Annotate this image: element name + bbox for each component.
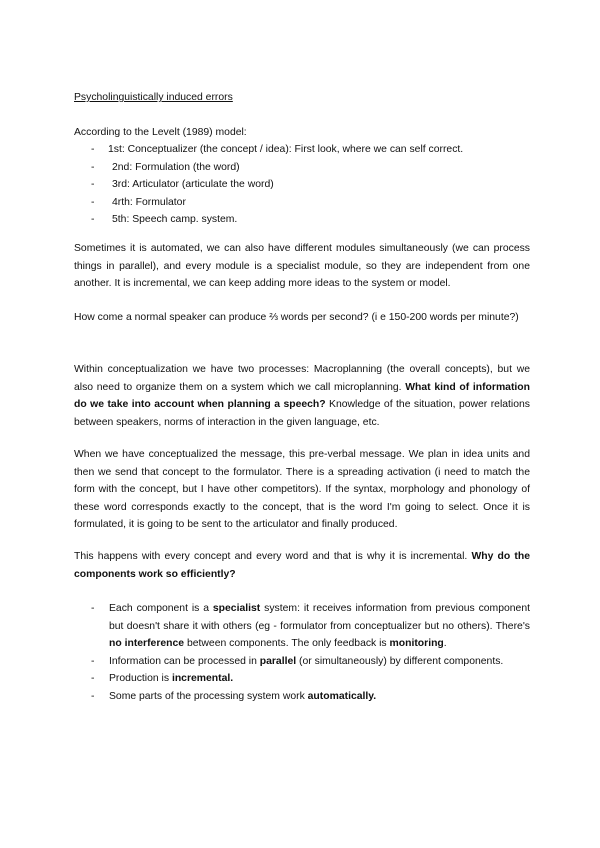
list-item xyxy=(74,670,530,688)
list-item-text: 3rd: Articulator (articulate the word) xyxy=(112,179,274,191)
paragraph-speech-rate: How come a normal speaker can produce ⅔ words per second? (i e 150-200 words per minute?) xyxy=(74,312,519,323)
list-item-text: between components. The only feedback is xyxy=(184,638,390,650)
bullet-dash: - xyxy=(91,196,95,208)
list-item-text: . xyxy=(443,638,447,650)
bullet-dash: - xyxy=(91,690,95,702)
paragraph-conceptualization xyxy=(74,361,530,431)
bold-term: incremental. xyxy=(171,673,234,685)
list-item xyxy=(74,688,530,706)
bullet-dash: - xyxy=(91,603,95,614)
bold-question: What kind of information do we take into account when planning a speech? xyxy=(74,381,530,411)
list-item-text: Each component is a xyxy=(109,603,213,614)
bold-term: parallel xyxy=(259,655,297,667)
list-item-text: (or simultaneously) by different components. xyxy=(296,655,504,667)
list-item-text: 2nd: Formulation (the word) xyxy=(112,161,240,173)
list-item-text: 4rth: Formulator xyxy=(112,196,186,208)
bullet-dash: - xyxy=(91,144,95,155)
paragraph-text: Knowledge of the situation, power relations between speakers, norms of interaction in the given language, etc. xyxy=(74,399,530,428)
list-item-text: 1st: Conceptualizer (the concept / idea): First look, where we can self correct. xyxy=(108,144,464,155)
paragraph-incremental xyxy=(74,548,530,583)
paragraph-text: This happens with every concept and every word and that is why it is incremental. xyxy=(74,551,472,562)
bold-term: no interference xyxy=(109,638,185,650)
bold-term: automatically. xyxy=(307,690,377,702)
list-item xyxy=(74,600,530,653)
bullet-dash: - xyxy=(91,161,95,173)
list-item-text: Some parts of the processing system work xyxy=(109,690,308,702)
list-item-text: Information can be processed in xyxy=(109,655,260,667)
bullet-dash: - xyxy=(91,179,95,191)
bold-question: Why do the components work so efficiently? xyxy=(74,551,530,580)
bold-term: monitoring xyxy=(389,638,444,650)
list-item xyxy=(74,653,530,671)
paragraph-text: Within conceptualization we have two processes: Macroplanning (the overall concepts), but we also need to organize them on a system which we call microplanning. xyxy=(74,364,530,393)
bold-term: specialist xyxy=(212,603,261,614)
efficiency-list xyxy=(74,600,530,706)
model-intro: According to the Levelt (1989) model: xyxy=(74,127,247,138)
bullet-dash: - xyxy=(91,655,95,667)
document-title: Psycholinguistically induced errors xyxy=(74,92,233,103)
list-item-text: system: it receives information from previous component but doesn't share it with others (eg - formulator from conceptualizer but no others). There's xyxy=(109,603,530,632)
bullet-dash: - xyxy=(91,214,95,226)
list-item-text: Production is xyxy=(109,673,172,685)
list-item-text: 5th: Speech camp. system. xyxy=(112,214,238,226)
paragraph-formulation: When we have conceptualized the message, this pre-verbal message. We plan in idea units and then we send that concept to the formulator. There is a spreading activation (i need to match the form with the concept, but I have other competitors). If the syntax, morphology and phonology of these word corresponds exactly to the concept, that is the word I'm going to select. Once it is formulated, it is going to be sent to the articulator and finally produced. xyxy=(74,449,530,531)
bullet-dash: - xyxy=(91,673,95,685)
paragraph-modules: Sometimes it is automated, we can also have different modules simultaneously (we can process things in parallel), and every module is a specialist module, so they are independent from one another. It is incremental, we can keep adding more ideas to the system or model. xyxy=(74,243,530,290)
